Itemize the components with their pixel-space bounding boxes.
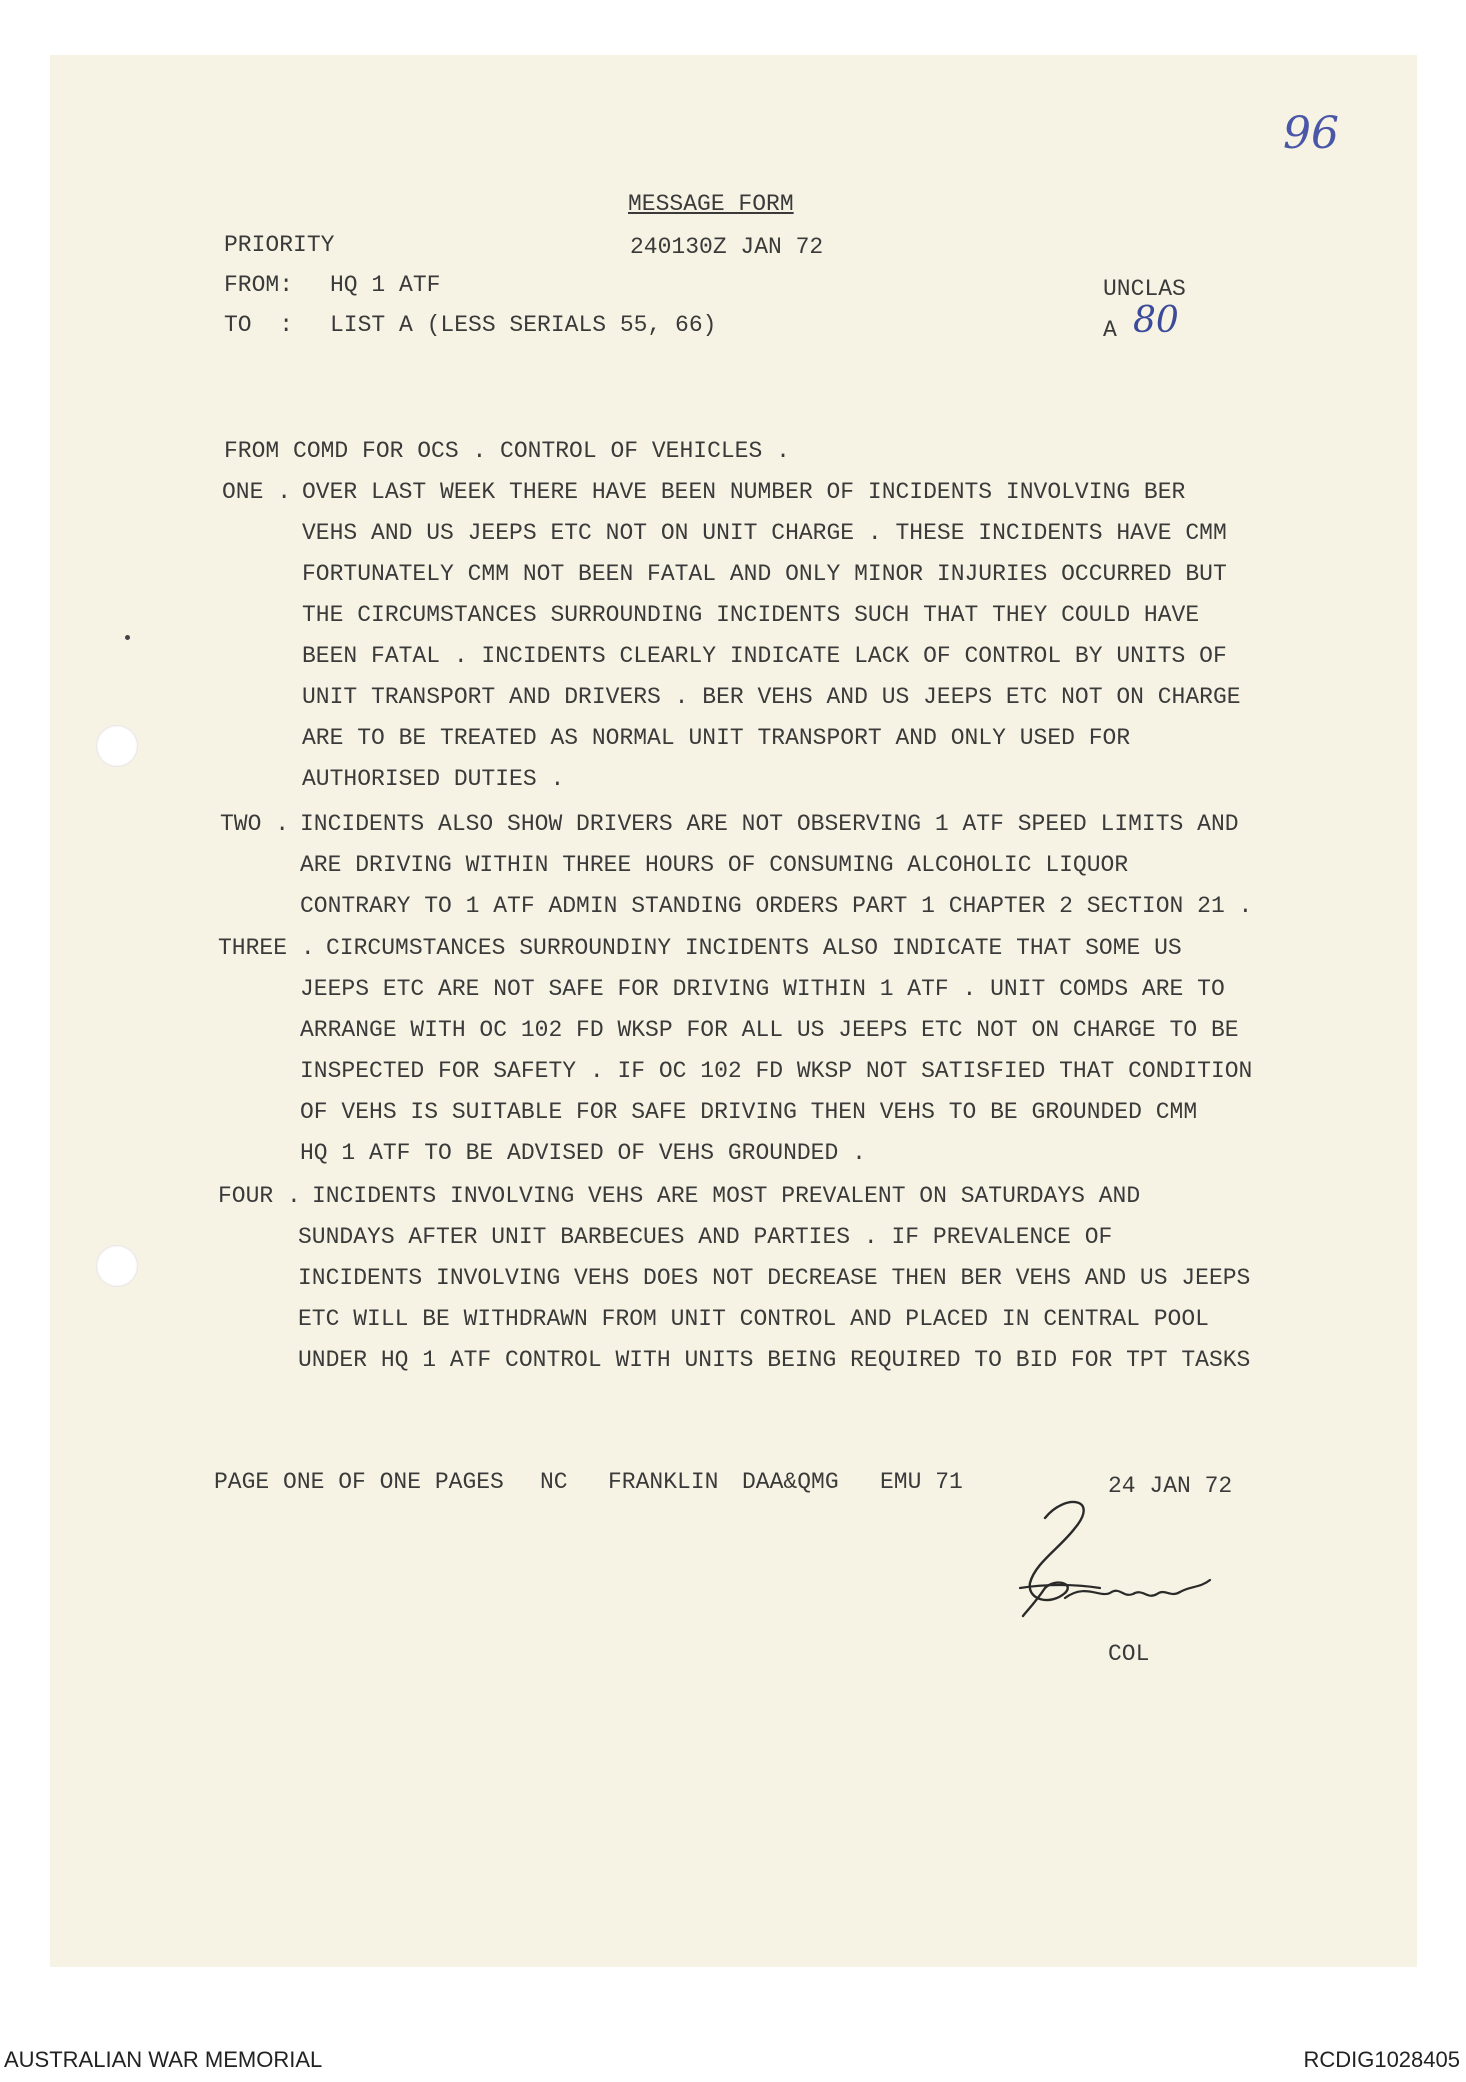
para-two-line: CONTRARY TO 1 ATF ADMIN STANDING ORDERS PART 1 CHAPTER 2 SECTION 21 . [300, 893, 1253, 919]
para-one-line: UNIT TRANSPORT AND DRIVERS . BER VEHS AND US JEEPS ETC NOT ON CHARGE [302, 684, 1241, 710]
archive-institution: AUSTRALIAN WAR MEMORIAL [4, 2047, 323, 2072]
para-one-line: AUTHORISED DUTIES . [302, 766, 565, 792]
release-date: 24 JAN 72 [1108, 1473, 1233, 1499]
para-three-label: THREE . [218, 935, 315, 961]
para-two-line: INCIDENTS ALSO SHOW DRIVERS ARE NOT OBSERVING 1 ATF SPEED LIMITS AND [300, 811, 1239, 837]
nc-marker: NC [540, 1469, 568, 1495]
para-one-line: ARE TO BE TREATED AS NORMAL UNIT TRANSPORT AND ONLY USED FOR [302, 725, 1131, 751]
message-intro: FROM COMD FOR OCS . CONTROL OF VEHICLES . [224, 438, 790, 464]
para-one-line: BEEN FATAL . INCIDENTS CLEARLY INDICATE LACK OF CONTROL BY UNITS OF [302, 643, 1227, 669]
punch-hole-top [96, 725, 138, 767]
ref-prefix: A [1103, 317, 1117, 343]
para-one-label: ONE . [222, 479, 292, 505]
para-two-line: ARE DRIVING WITHIN THREE HOURS OF CONSUMING ALCOHOLIC LIQUOR [300, 852, 1129, 878]
para-one-line: THE CIRCUMSTANCES SURROUNDING INCIDENTS SUCH THAT THEY COULD HAVE [302, 602, 1200, 628]
page-number: 96 [1283, 108, 1339, 159]
para-one-line: FORTUNATELY CMM NOT BEEN FATAL AND ONLY MINOR INJURIES OCCURRED BUT [302, 561, 1227, 587]
para-one-line: VEHS AND US JEEPS ETC NOT ON UNIT CHARGE . THESE INCIDENTS HAVE CMM [302, 520, 1227, 546]
para-four-line: ETC WILL BE WITHDRAWN FROM UNIT CONTROL AND PLACED IN CENTRAL POOL [298, 1306, 1209, 1332]
para-three-line: CIRCUMSTANCES SURROUNDINY INCIDENTS ALSO INDICATE THAT SOME US [326, 935, 1182, 961]
form-title: MESSAGE FORM [628, 191, 794, 217]
classification: UNCLAS [1103, 276, 1186, 302]
ink-speck [125, 635, 130, 640]
telephone-ext: EMU 71 [880, 1469, 963, 1495]
document-page [50, 55, 1417, 1967]
para-three-line: JEEPS ETC ARE NOT SAFE FOR DRIVING WITHIN 1 ATF . UNIT COMDS ARE TO [300, 976, 1225, 1002]
page-count: PAGE ONE OF ONE PAGES [214, 1469, 504, 1495]
punch-hole-bottom [96, 1245, 138, 1287]
archive-reference: RCDIG1028405 [1303, 2047, 1460, 2072]
para-four-label: FOUR . [218, 1183, 301, 1209]
para-three-line: HQ 1 ATF TO BE ADVISED OF VEHS GROUNDED . [300, 1140, 866, 1166]
para-one-line: OVER LAST WEEK THERE HAVE BEEN NUMBER OF INCIDENTS INVOLVING BER [302, 479, 1186, 505]
para-four-line: SUNDAYS AFTER UNIT BARBECUES AND PARTIES . IF PREVALENCE OF [298, 1224, 1113, 1250]
signatory-rank: COL [1108, 1641, 1150, 1667]
para-four-line: UNDER HQ 1 ATF CONTROL WITH UNITS BEING REQUIRED TO BID FOR TPT TASKS [298, 1347, 1251, 1373]
originator-appointment: DAA&QMG [742, 1469, 839, 1495]
originator-name: FRANKLIN [608, 1469, 719, 1495]
para-three-line: ARRANGE WITH OC 102 FD WKSP FOR ALL US JEEPS ETC NOT ON CHARGE TO BE [300, 1017, 1239, 1043]
from-label: FROM: [224, 272, 294, 298]
signature [1005, 1488, 1225, 1628]
priority-label: PRIORITY [224, 232, 335, 258]
to-value: LIST A (LESS SERIALS 55, 66) [330, 312, 717, 338]
date-time-group: 240130Z JAN 72 [630, 234, 824, 260]
para-four-line: INCIDENTS INVOLVING VEHS DOES NOT DECREASE THEN BER VEHS AND US JEEPS [298, 1265, 1251, 1291]
ref-number: 80 [1133, 300, 1179, 341]
para-three-line: OF VEHS IS SUITABLE FOR SAFE DRIVING THEN VEHS TO BE GROUNDED CMM [300, 1099, 1198, 1125]
para-three-line: INSPECTED FOR SAFETY . IF OC 102 FD WKSP NOT SATISFIED THAT CONDITION [300, 1058, 1253, 1084]
from-value: HQ 1 ATF [330, 272, 441, 298]
para-two-label: TWO . [220, 811, 290, 837]
para-four-line: INCIDENTS INVOLVING VEHS ARE MOST PREVALENT ON SATURDAYS AND [312, 1183, 1141, 1209]
to-label: TO : [224, 312, 294, 338]
